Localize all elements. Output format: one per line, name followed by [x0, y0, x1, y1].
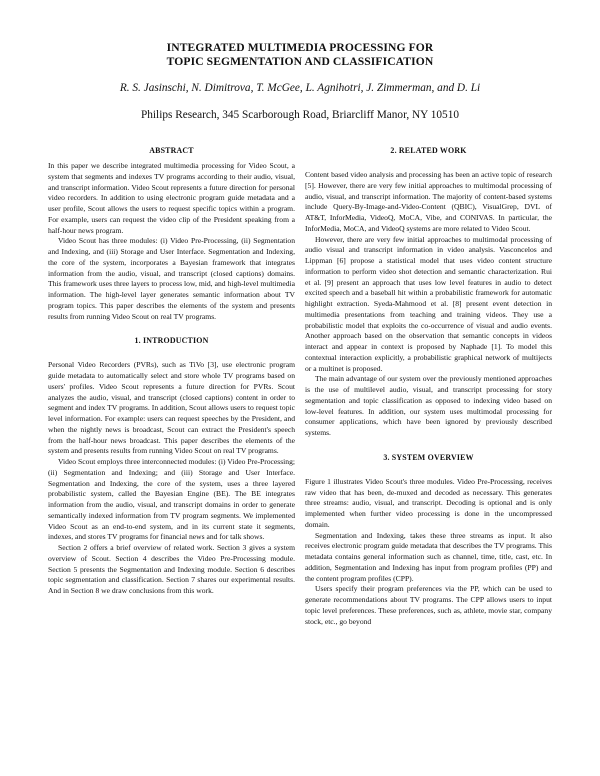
introduction-paragraph-3: Section 2 offers a brief overview of related work. Section 3 gives a system overview of Scout. Section 4 describes the Video Pre-Processing module. Section 5 presents the Segmentation and Indexing module. Section 6 describes topic segmentation and classification. Section 7 shares our experimental results. And in Section 8 we draw conclusions from this work.	[48, 543, 295, 595]
affiliation: Philips Research, 345 Scarborough Road, Briarcliff Manor, NY 10510	[140, 109, 459, 121]
related-work-paragraph-3: The main advantage of our system over the previously mentioned approaches is the use of multilevel audio, visual, and transcript processing for story segmentation and topic classification as opposed to indexing video based on low-level features. In addition, our system uses multimodal processing for consumer applications, which have been ignored by previously described systems.	[305, 374, 552, 437]
system-overview-paragraph-3: Users specify their program preferences via the PP, which can be used to generate recommendations about TV programs. The CPP allows users to input topic level preferences. These preferences, such as, athlete, movie star, company stock, etc., go beyond	[305, 584, 552, 626]
related-work-paragraph-2: However, there are very few initial approaches to multimodal processing of audio visual and transcript information in video analysis. Vasconcelos and Lippman [6] propose a statistical model that uses video content structure information to perform video shot detection and semantic characterization. Rui et al. [9] present an approach that uses low level features in audio to detect excited speech and a baseball hit within a probabilistic framework for automatic highlight extraction. Syeda-Mahmood et al. [8] present event detection in multimedia presentations from teaching and training videos. They use a probabilistic model that exploits the co-occurrence of visual and audio events. Another approach based on the observation that semantic concepts in videos interact and appear in context is proposed by Naphade [1]. To model this contextual interaction explicitly, a probabilistic graphical network of multijects or a multinet is proposed.	[305, 234, 552, 373]
paper-title	[0, 41, 600, 69]
related-work-heading: 2. RELATED WORK	[390, 146, 467, 155]
abstract-paragraph-2: Video Scout has three modules: (i) Video Pre-Processing, (ii) Segmentation and Indexing, and (iii) Storage and User Interface. Segmentation and Indexing, the core of the system, incorporates a Bayesian framework that integrates information from the audio, visual, and transcript (closed captions) domains. This framework uses three layers to process low, mid, and high-level multimedia information. The high-level layer generates semantic information about TV program topics. This paper describes the elements of the system and presents results from running Video Scout on real TV programs.	[48, 236, 295, 321]
system-overview-heading: 3. SYSTEM OVERVIEW	[383, 452, 474, 462]
title-line-1: INTEGRATED MULTIMEDIA PROCESSING FOR	[166, 41, 434, 54]
left-column	[48, 146, 295, 597]
system-overview-paragraph-2: Segmentation and Indexing, takes these three streams as input. It also receives electronic program guide metadata that describes the TV programs. This metadata contains general information such as channel, time, title, cast, etc. In addition, Segmentation and Indexing has input from program profiles (PP) and the content program profiles (CPP).	[305, 530, 552, 583]
introduction-paragraph-2: Video Scout employs three interconnected modules: (i) Video Pre-Processing; (ii) Segmentation and Indexing; and (iii) Storage and User Interface. Segmentation and Indexing, the core of the system, uses a three layered probabilistic system, called the Bayesian Engine (BE). The BE integrates information from the audio, visual, and transcript domains in order to generate semantically indexed information from TV program segments. We implemented Video Scout as an end-to-end system, and in its current state it segments, indexes, and stores TV programs for financial news and for talk shows.	[48, 457, 295, 542]
related-work-paragraph-1: Content based video analysis and processing has been an active topic of research [5]. However, there are very few initial approaches to multimodal processing of audio, visual, and transcript information. The majority of content-based systems include Query-By-Image-and-Video-Content (QBIC), VisualGrep, DVL of AT&T, InforMedia, VideoQ, MoCA, Vibe, and CONIVAS. In particular, the InforMedia, MoCA, and VideoQ systems are more related to Video Scout.	[305, 170, 552, 233]
abstract-paragraph-1: In this paper we describe integrated multimedia processing for Video Scout, a system that segments and indexes TV programs according to their audio, visual, and transcript information. Video Scout represents a future direction for personal video recorders. In addition to using electronic program guide metadata and a user profile, Scout allows the users to request specific topics within a program. For example, users can request the video clip of the President speaking from a half-hour news program.	[48, 161, 295, 235]
abstract-heading: ABSTRACT	[149, 146, 194, 155]
title-line-2: TOPIC SEGMENTATION AND CLASSIFICATION	[166, 55, 434, 68]
introduction-heading: 1. INTRODUCTION	[134, 336, 209, 346]
system-overview-paragraph-1: Figure 1 illustrates Video Scout's three modules. Video Pre-Processing, receives raw video that has been, de-muxed and decoded as necessary. This generates three streams: audio, visual, and transcript. Decoding is optional and is only implemented when further video processing is done in the uncompressed domain.	[305, 476, 552, 529]
right-column	[305, 146, 552, 627]
introduction-paragraph-1: Personal Video Recorders (PVRs), such as TiVo [3], use electronic program guide metadata to automatically select and store whole TV programs based on users' profiles. Video Scout represents a future direction for PVRs. Scout analyzes the audio, visual, and transcript (closed captions) content in order to segment and index TV programs. In addition, Scout allows users to request topic level information. For example: users can request speeches by the President, and when the nightly news is broadcast, Scout can extract the President's speech from the half-hour news broadcast. This paper describes the elements of the system and presents results from running Video Scout on real TV programs.	[48, 360, 295, 456]
author-list: R. S. Jasinschi, N. Dimitrova, T. McGee, L. Agnihotri, J. Zimmerman, and D. Li	[119, 82, 481, 94]
